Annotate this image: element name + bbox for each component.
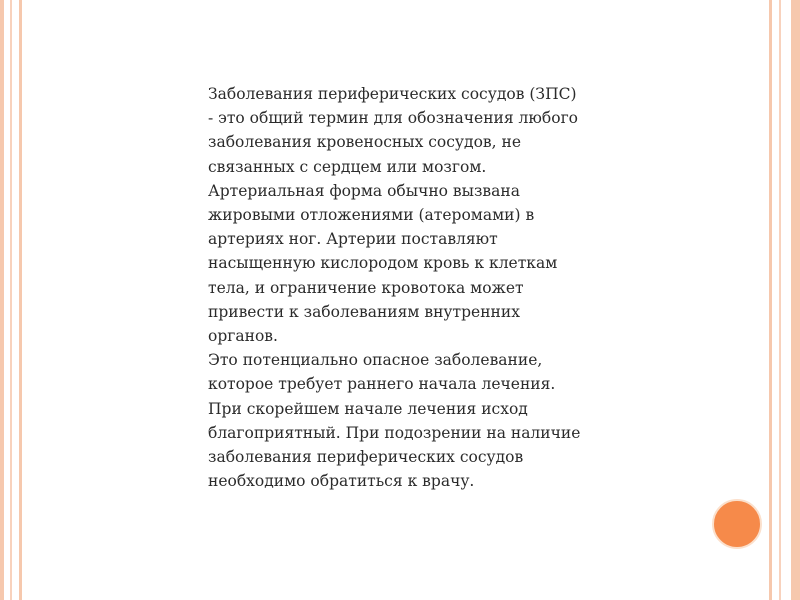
accent-circle-decoration [712,499,762,549]
slide-body-text: Заболевания периферических сосудов (ЗПС) - это общий термин для обозначения любого заболевания кровеносных сосудов, не связанных с сердцем или мозгом. Артериальная форма обычно вызвана жировыми отложениями (атеромами) в артериях ног. Артерии поставляют насыщенную кислородом кровь к клеткам тела, и ограничение кровотока может привести к заболеваниям внутренних органов. Это потенциально опасное заболевание, которое требует раннего начала лечения. При скорейшем начале лечения исход благоприятный. При подозрении на наличие заболевания периферических сосудов необходимо обратиться к врачу. [208,85,581,491]
left-frame-line [10,0,12,600]
left-frame-line [19,0,22,600]
left-frame-line [0,0,4,600]
right-frame-line [779,0,781,600]
right-frame-line [791,0,800,600]
right-frame-line [769,0,772,600]
